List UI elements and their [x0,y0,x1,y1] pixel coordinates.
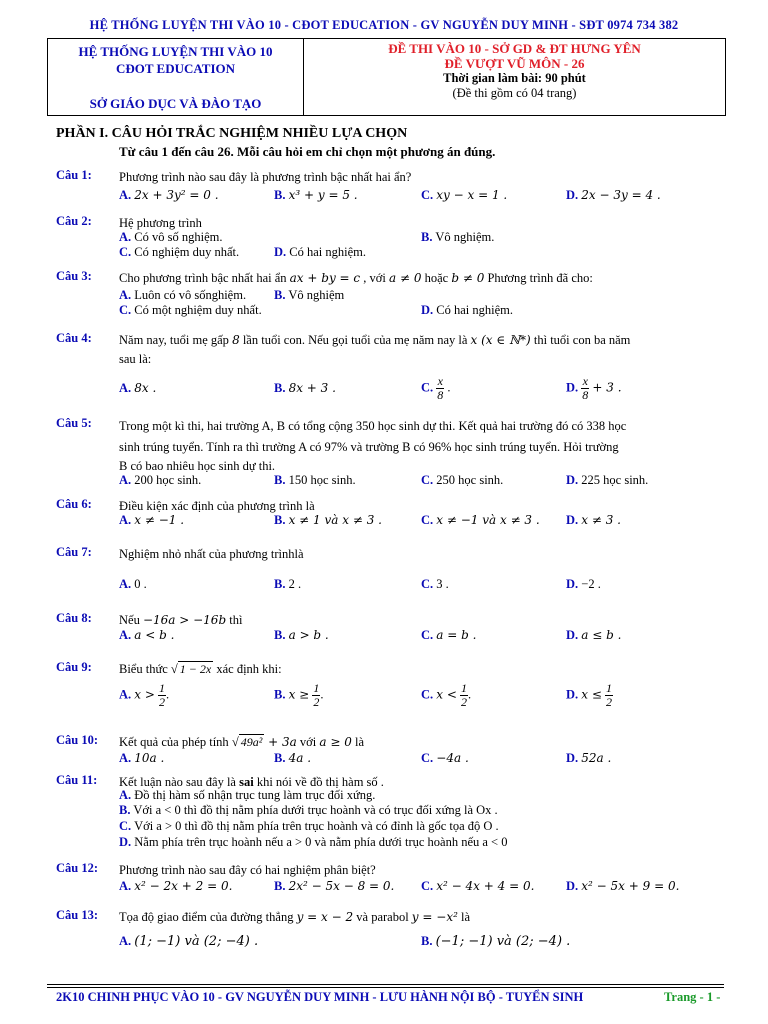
option-b-label: B. [274,188,286,202]
option-b[interactable]: 150 học sinh. [288,473,356,487]
option-c[interactable]: x² − 4x + 4 = 0. [436,879,535,893]
header-left-line1: HỆ THỐNG LUYỆN THI VÀO 10 [78,44,273,59]
option-a[interactable]: Đồ thị hàm số nhận trục tung làm trục đối xứng. [134,788,376,802]
option-b-label: B. [274,687,286,702]
page-banner: HỆ THỐNG LUYỆN THI VÀO 10 - CĐOT EDUCATION - GV NGUYỄN DUY MINH - SĐT 0974 734 382 [89,18,679,32]
option-b-label: B. [274,381,286,395]
option-a-label: A. [119,381,132,395]
option-c[interactable]: 250 học sinh. [436,473,504,487]
question-number: Câu 5: [56,416,92,430]
option-d-label: D. [274,245,287,259]
option-d[interactable]: $\frac{x}{8}$ [582,374,589,402]
question-number: Câu 9: [56,660,92,674]
option-d-label: D. [566,687,579,702]
question-text: Điều kiện xác định của phương trình là [119,499,315,513]
option-c-label: C. [421,628,434,642]
exam-duration: Thời gian làm bài: 90 phút [443,71,586,85]
option-c-label: C. [421,473,434,487]
question-number: Câu 1: [56,168,92,182]
exam-subtitle: ĐỀ VƯỢT VŨ MÔN - 26 [444,55,585,71]
option-a[interactable]: 200 học sinh. [134,473,202,487]
option-c-label: C. [421,577,434,591]
option-d[interactable]: −2 . [581,577,601,591]
option-a-label: A. [119,687,132,702]
option-d[interactable]: 52a . [581,751,612,765]
option-c[interactable]: Có nghiệm duy nhất. [134,245,240,259]
option-d-label: D. [566,577,579,591]
option-b[interactable]: 2x² − 5x − 8 = 0. [288,879,395,893]
option-d[interactable]: x ≠ 3 . [581,513,621,527]
option-c-label: C. [421,380,434,395]
option-b[interactable]: x ≠ 1 và x ≠ 3 . [288,513,382,527]
option-d-label: D. [421,303,434,317]
option-b[interactable]: 8x + 3 . [288,381,336,395]
option-d-label: D. [566,751,579,765]
option-c[interactable]: x < [436,687,457,702]
option-a-label: A. [119,628,132,642]
option-b-label: B. [421,934,433,948]
question-text: Cho phương trình bậc nhất hai ẩn ax + by = c , với a ≠ 0 hoặc b ≠ 0 Phương trình đã cho: [119,271,593,285]
option-d[interactable]: 225 học sinh. [581,473,649,487]
option-a-label: A. [119,473,132,487]
option-b[interactable]: Vô nghiệm. [435,230,495,244]
option-b-label: B. [274,473,286,487]
option-a[interactable]: a < b . [134,628,175,642]
question-text: Năm nay, tuổi mẹ gấp 8 lần tuổi con. Nếu gọi tuổi của mẹ năm nay là x (x ∈ ℕ*) thì tuổi con ba năm sau là: [119,333,631,366]
option-a-label: A. [119,288,132,302]
option-d[interactable]: Nằm phía trên trục hoành nếu a > 0 và nằm phía dưới trục hoành nếu a < 0 [134,835,508,849]
footer-divider-2 [47,987,724,989]
option-a[interactable]: x ≠ −1 . [134,513,185,527]
header-right [304,39,725,115]
option-d[interactable]: Có hai nghiệm. [289,245,367,259]
exam-title: ĐỀ THI VÀO 10 - SỞ GD & ĐT HƯNG YÊN [388,41,641,56]
option-b-label: B. [274,751,286,765]
option-c[interactable]: Có một nghiệm duy nhất. [134,303,262,317]
option-d[interactable]: Có hai nghiệm. [436,303,514,317]
option-b[interactable]: a > b . [288,628,329,642]
option-a-label: A. [119,879,132,893]
question-text: Kết quả của phép tính √ 49a² + 3a với a ≥ 0 là [119,735,365,749]
option-c[interactable]: x ≠ −1 và x ≠ 3 . [436,513,540,527]
header-left [48,39,304,115]
option-a[interactable]: 8x . [134,381,157,395]
question-number: Câu 6: [56,497,92,511]
page-number: Trang - 1 - [664,990,721,1004]
option-c[interactable]: −4a . [436,751,469,765]
option-d-label: D. [566,513,579,527]
option-b-label: B. [274,628,286,642]
option-a[interactable]: Luôn có vô sốnghiệm. [134,288,247,302]
option-b[interactable]: 4a . [288,751,312,765]
sqrt-icon: √ [231,735,239,749]
option-b-label: B. [274,288,286,302]
option-a-label: A. [119,230,132,244]
option-d-label: D. [566,473,579,487]
part-title: PHẦN I. CÂU HỎI TRẮC NGHIỆM NHIỀU LỰA CHỌN [56,126,408,141]
question-number: Câu 4: [56,331,92,345]
option-c[interactable]: 3 . [436,577,449,591]
question-text: Trong một kì thi, hai trường A, B có tổng cộng 350 học sinh dự thi. Kết quả hai trường đó có 338 học sinh trúng tuyển. Tính ra thì trường A có 97% và trường B có 96% học sinh trúng tuyển. Hỏi trường B có bao nhiêu học sinh dự thi. [119,419,627,473]
option-a-label: A. [119,934,132,948]
exam-header [47,38,726,116]
option-b-label: B. [274,513,286,527]
option-c-label: C. [421,188,434,202]
option-d[interactable]: x ≤ [581,687,602,702]
question-text: Biểu thức √ 1 − 2x xác định khi: [119,662,282,676]
option-a-label: A. [119,577,132,591]
option-d-label: D. [566,380,579,395]
option-d-label: D. [566,879,579,893]
option-a[interactable]: 0 . [134,577,147,591]
question-number: Câu 12: [56,861,99,875]
option-a-label: A. [119,751,132,765]
question-text: Nếu −16a > −16b thì [119,613,243,627]
question-text: Kết luận nào sau đây là sai khi nói về đồ thị hàm số . [119,775,384,789]
option-a[interactable]: 10a . [134,751,165,765]
question-number: Câu 7: [56,545,92,559]
option-b[interactable]: (−1; −1) và (2; −4) . [435,934,571,949]
option-c-label: C. [421,687,434,702]
option-c-label: C. [119,303,132,317]
option-a-label: A. [119,513,132,527]
option-a[interactable]: 2x + 3y² = 0 . [134,188,219,202]
option-a[interactable]: x > [134,687,155,702]
part-subtitle: Từ câu 1 đến câu 26. Mỗi câu hỏi em chỉ chọn một phương án đúng. [119,144,496,159]
option-d[interactable]: 2x − 3y = 4 . [581,188,661,202]
option-b-label: B. [421,230,433,244]
option-b-label: B. [274,879,286,893]
option-a[interactable]: Có vô số nghiệm. [134,230,223,244]
question-number: Câu 11: [56,773,98,787]
footer-divider [47,984,724,986]
question-text: Nghiệm nhỏ nhất của phương trìnhlà [119,547,304,561]
option-b[interactable]: x³ + y = 5 . [288,188,358,202]
option-c[interactable]: $\frac{x}{8}$ [437,374,444,402]
option-c[interactable]: Với a > 0 thì đồ thị nằm phía trên trục hoành và có đỉnh là gốc tọa độ O . [134,819,499,833]
question-number: Câu 13: [56,908,99,922]
question-text: Hệ phương trình [119,216,202,230]
option-c-label: C. [421,879,434,893]
option-c-label: C. [421,751,434,765]
option-b[interactable]: Với a < 0 thì đồ thị nằm phía dưới trục hoành và có trục đối xứng là Ox . [133,803,498,817]
option-c-label: C. [119,819,132,833]
question-text: Phương trình nào sau đây là phương trình bậc nhất hai ẩn? [119,170,412,184]
option-d-label: D. [566,628,579,642]
option-c-label: C. [119,245,132,259]
question-text: Tọa độ giao điểm của đường thẳng y = x − 2 và parabol y = −x² là [119,910,471,924]
header-left-line2: CĐOT EDUCATION [115,61,236,76]
option-c[interactable]: a = b . [436,628,477,642]
header-left-line3: SỞ GIÁO DỤC VÀ ĐÀO TẠO [89,96,262,111]
question-text: Phương trình nào sau đây có hai nghiệm phân biệt? [119,863,376,877]
option-b[interactable]: 2 . [288,577,302,591]
option-a[interactable]: (1; −1) và (2; −4) . [134,934,259,949]
option-d-label: D. [566,188,579,202]
option-a-label: A. [119,788,132,802]
option-d-label: D. [119,835,132,849]
option-b-label: B. [119,803,131,817]
option-c[interactable]: xy − x = 1 . [436,188,508,202]
sqrt-icon: √ [170,662,178,676]
footer-text: 2K10 CHINH PHỤC VÀO 10 - GV NGUYỄN DUY MINH - LƯU HÀNH NỘI BỘ - TUYỂN SINH [56,990,584,1004]
question-number: Câu 3: [56,269,92,283]
option-a[interactable]: x² − 2x + 2 = 0. [134,879,233,893]
question-number: Câu 10: [56,733,99,747]
option-c-label: C. [421,513,434,527]
option-b[interactable]: x ≥ [288,687,310,702]
question-number: Câu 2: [56,214,92,228]
question-number: Câu 8: [56,611,92,625]
option-b[interactable]: Vô nghiệm [288,288,345,302]
option-a-label: A. [119,188,132,202]
exam-pages: (Đề thi gồm có 04 trang) [452,85,577,100]
option-d[interactable]: a ≤ b . [581,628,622,642]
option-d[interactable]: x² − 5x + 9 = 0. [581,879,680,893]
option-b-label: B. [274,577,286,591]
